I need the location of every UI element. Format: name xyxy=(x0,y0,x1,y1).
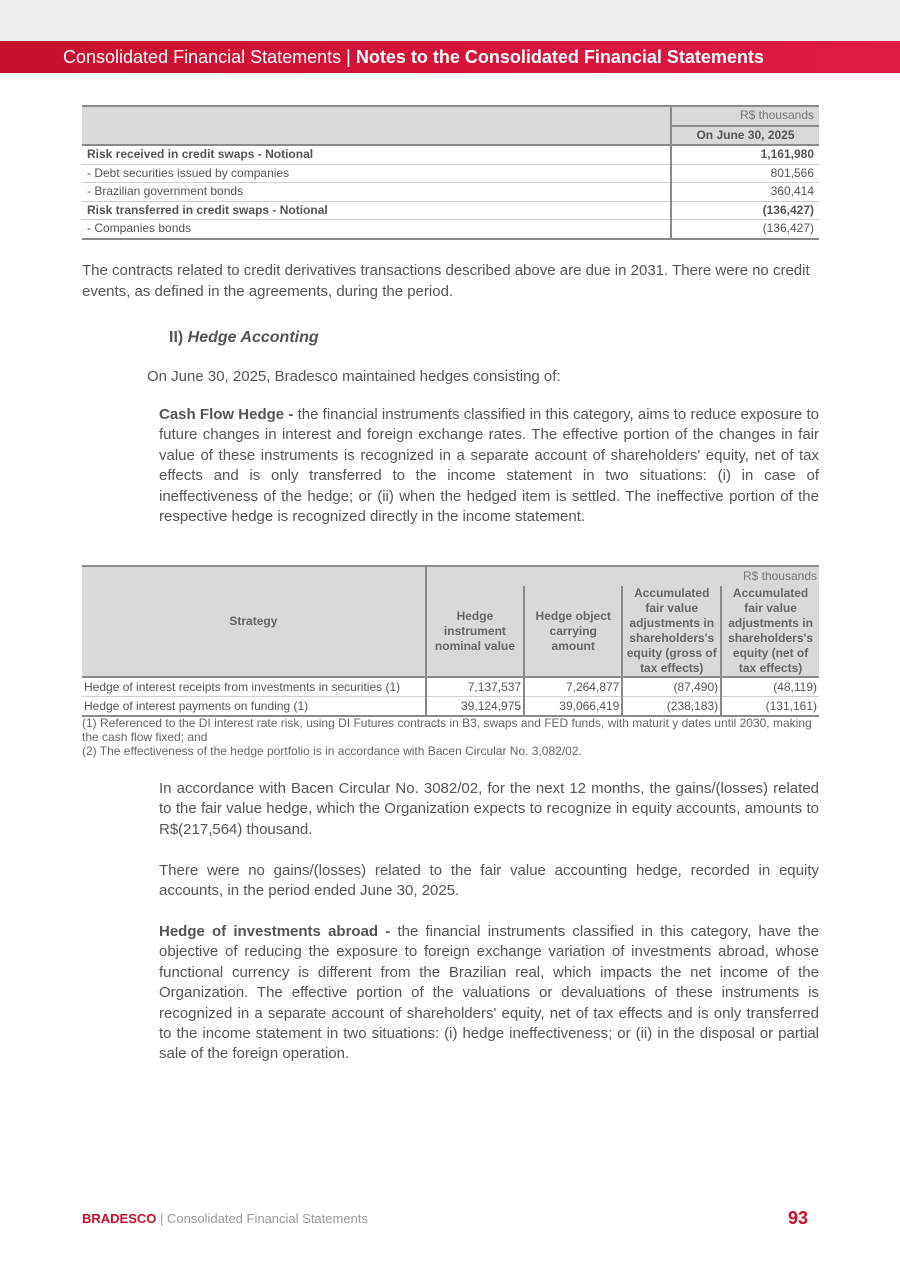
table1-date-header: On June 30, 2025 xyxy=(671,126,819,146)
cash-flow-text: the financial instruments classified in this category, aims to reduce exposure to future changes in interest and foreign exchange rates. The effective portion of the changes in fair value of these instruments is recognized in a separate account of shareholders' equity, net of tax effects and is only transferred to the income statement in two situations: (i) in case of ineffectiveness of the hedge; or (ii) when the hedged item is settled. The ineffective portion of the respective hedge is recognized directly in the income statement. xyxy=(159,406,819,526)
abroad-label: Hedge of investments abroad - xyxy=(159,923,391,940)
table-row xyxy=(82,220,819,239)
row-gross: (238,183) xyxy=(622,697,721,717)
row-label: - Companies bonds xyxy=(82,220,671,239)
header-subtitle: Notes to the Consolidated Financial Statements xyxy=(355,47,764,67)
credit-swaps-table xyxy=(82,105,819,240)
table-row xyxy=(82,145,819,164)
table1-unit: R$ thousands xyxy=(671,106,819,126)
no-gains-paragraph: There were no gains/(losses) related to the fair value accounting hedge, recorded in equity accounts, in the period ended June 30, 2025. xyxy=(159,862,819,900)
footer-brand: BRADESCO xyxy=(82,1211,157,1226)
cash-flow-label: Cash Flow Hedge - xyxy=(159,406,294,423)
credit-derivatives-paragraph: The contracts related to credit derivatives transactions described above are due in 2031. There were no credit events, as defined in the agreements, during the period. xyxy=(82,262,810,300)
footnote-1: (1) Referenced to the DI interest rate risk, using DI Futures contracts in B3, swaps and FED funds, with maturit y dates until 2030, making the cash flow fixed; and xyxy=(82,716,812,744)
table-row xyxy=(82,697,819,717)
row-value: 360,414 xyxy=(671,183,819,202)
row-value: 801,566 xyxy=(671,164,819,183)
footer xyxy=(82,1211,368,1226)
row-strategy: Hedge of interest receipts from investments in securities (1) xyxy=(82,677,426,697)
row-carrying: 7,264,877 xyxy=(524,677,622,697)
table-footnotes xyxy=(82,716,819,758)
intro-paragraph: On June 30, 2025, Bradesco maintained hedges consisting of: xyxy=(147,368,561,385)
row-value: (136,427) xyxy=(671,201,819,220)
top-band xyxy=(0,0,900,41)
row-gross: (87,490) xyxy=(622,677,721,697)
bacen-paragraph: In accordance with Bacen Circular No. 3082/02, for the next 12 months, the gains/(losses) related to the fair value hedge, which the Organization expects to recognize in equity accounts, amounts to R$(217,564) thousand. xyxy=(159,780,819,838)
header-carrying: Hedge object carrying amount xyxy=(524,586,622,677)
table-row xyxy=(82,201,819,220)
section-heading xyxy=(169,327,319,348)
page-number: 93 xyxy=(787,1208,808,1228)
row-label: Risk received in credit swaps - Notional xyxy=(82,145,671,164)
row-strategy: Hedge of interest payments on funding (1) xyxy=(82,697,426,717)
page-header xyxy=(0,41,900,73)
investments-abroad-paragraph xyxy=(159,922,819,1065)
table-row xyxy=(82,164,819,183)
header-strategy: Strategy xyxy=(82,566,426,677)
cash-flow-paragraph xyxy=(159,405,819,527)
row-carrying: 39,066,419 xyxy=(524,697,622,717)
table1-blank-header xyxy=(82,106,671,145)
footer-text: Consolidated Financial Statements xyxy=(167,1211,368,1226)
section-title: Hedge Acconting xyxy=(187,329,319,346)
table-row xyxy=(82,677,819,697)
header-gross: Accumulated fair value adjustments in shareholders's equity (gross of tax effects) xyxy=(622,586,721,677)
header-nominal: Hedge instrument nominal value xyxy=(426,586,524,677)
hedge-table xyxy=(82,565,819,717)
footer-separator: | xyxy=(156,1211,168,1226)
row-label: - Debt securities issued by companies xyxy=(82,164,671,183)
header-net: Accumulated fair value adjustments in shareholders's equity (net of tax effects) xyxy=(721,586,819,677)
table2-unit: R$ thousands xyxy=(426,566,819,586)
row-nominal: 39,124,975 xyxy=(426,697,524,717)
section-number: II) xyxy=(169,329,184,346)
row-label: Risk transferred in credit swaps - Notional xyxy=(82,201,671,220)
footnote-2: (2) The effectiveness of the hedge portfolio is in accordance with Bacen Circular No. 3,082/02. xyxy=(82,744,582,758)
row-net: (48,119) xyxy=(721,677,819,697)
abroad-text: the financial instruments classified in this category, have the objective of reducing the exposure to foreign exchange variation of investments abroad, whose functional currency is different from the Brazilian real, which impacts the net income of the Organization. The effective portion of the valuations or devaluations of these instruments is recognized in a separate account of shareholders' equity, net of tax effects and is only transferred to the income statement in two situations: (i) hedge ineffectiveness; or (ii) in the disposal or partial sale of the foreign operation. xyxy=(159,923,819,1063)
row-value: 1,161,980 xyxy=(671,145,819,164)
header-title: Consolidated Financial Statements | xyxy=(63,47,356,67)
table-row xyxy=(82,183,819,202)
row-nominal: 7,137,537 xyxy=(426,677,524,697)
row-value: (136,427) xyxy=(671,220,819,239)
row-net: (131,161) xyxy=(721,697,819,717)
row-label: - Brazilian government bonds xyxy=(82,183,671,202)
